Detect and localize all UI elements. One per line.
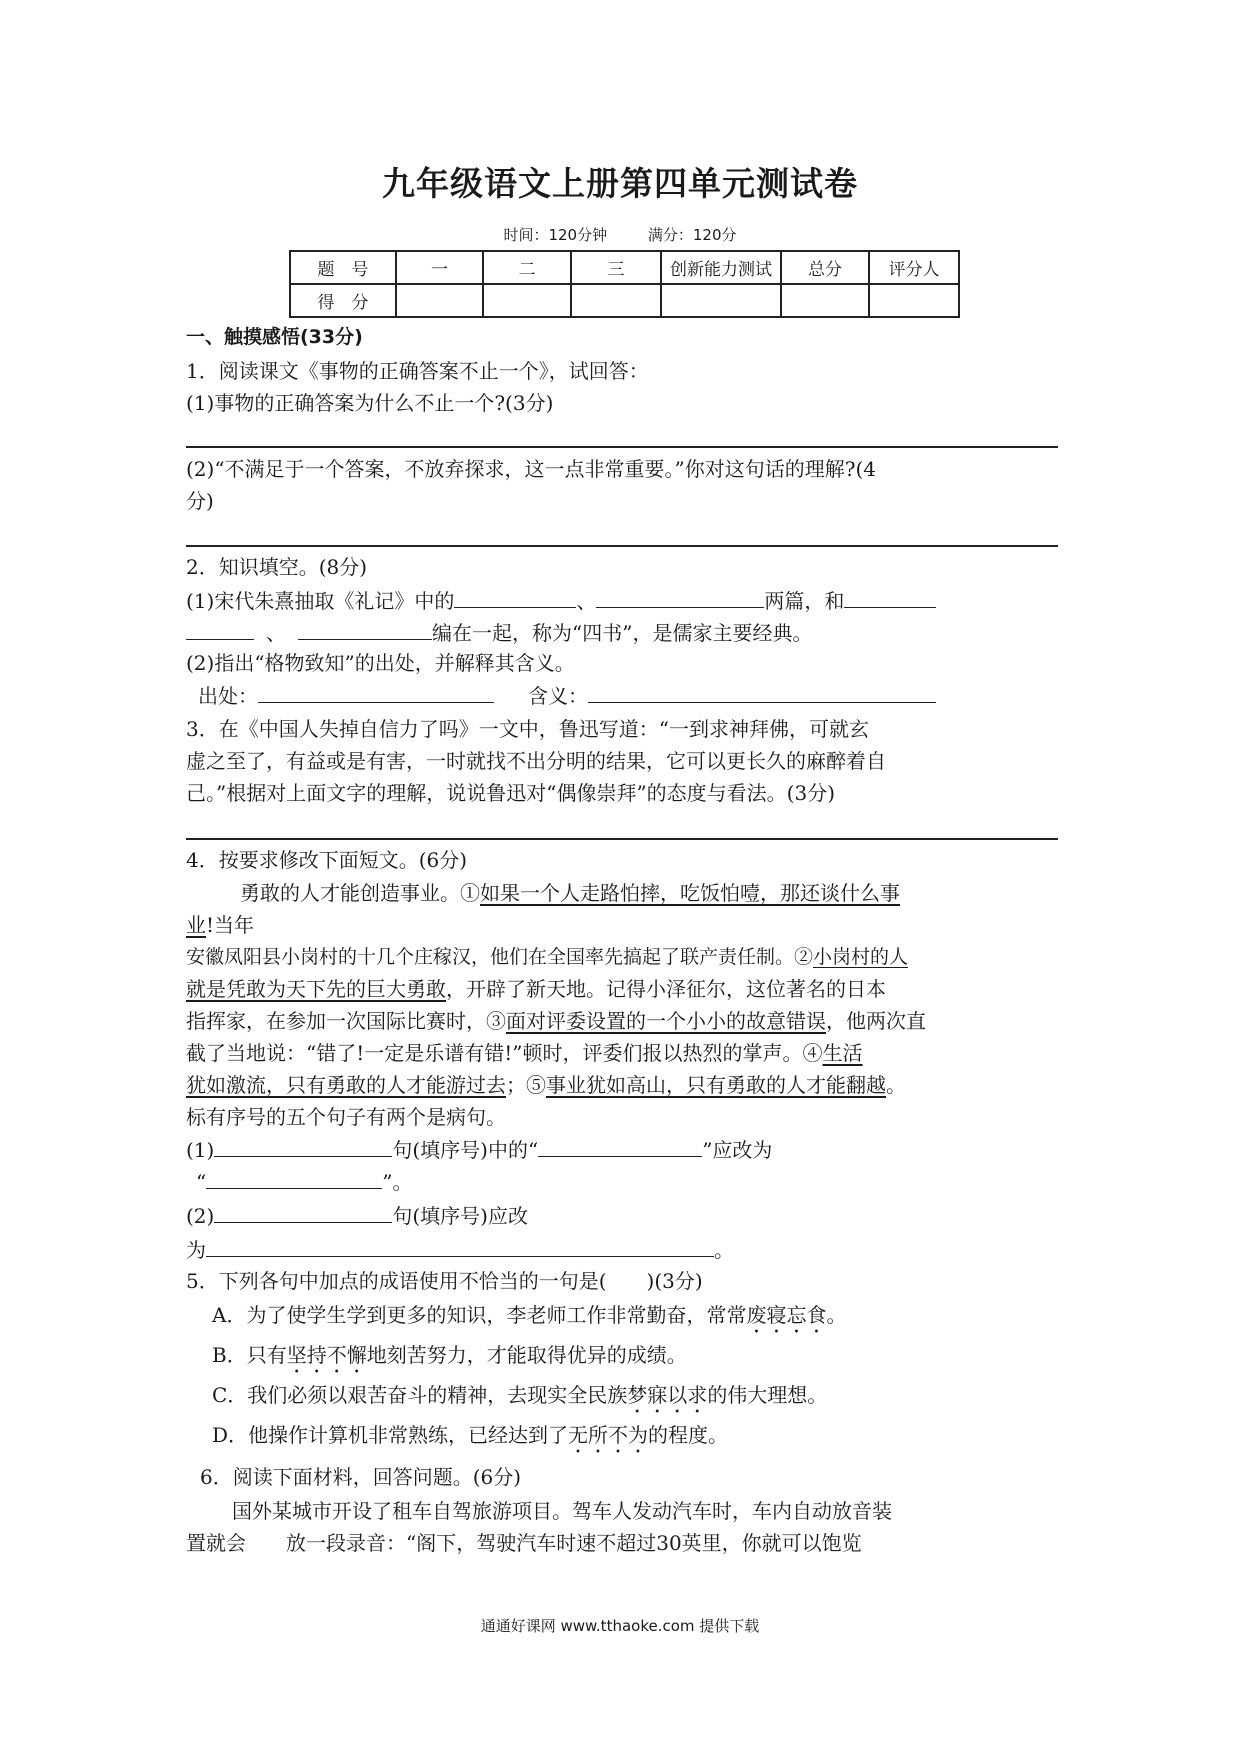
text: 、	[576, 589, 597, 613]
question-4-stem: 4．按要求修改下面短文。(6分)	[186, 848, 468, 872]
score-table-cell: 创新能力测试	[661, 251, 781, 284]
question-2-line4	[198, 680, 936, 711]
question-2-stem: 2．知识填空。(8分)	[186, 555, 368, 579]
fill-blank[interactable]	[214, 1200, 392, 1223]
text: (1)宋代朱熹抽取《礼记》中的	[186, 589, 455, 613]
text: ；⑤	[506, 1073, 546, 1097]
dotted-idiom: 坚持不懈	[286, 1343, 367, 1367]
text: 的程度。	[648, 1423, 729, 1447]
passage-line	[186, 974, 886, 1004]
underlined-sentence: 生活	[822, 1041, 863, 1065]
fill-blank[interactable]	[844, 585, 936, 608]
text: 勇敢的人才能创造事业。①	[240, 881, 480, 905]
text: 两篇，和	[764, 589, 845, 613]
text: D．他操作计算机非常熟练，已经达到了	[212, 1423, 569, 1447]
underlined-sentence: 就是凭敢为天下先的巨大勇敢	[186, 977, 446, 1001]
fill-blank[interactable]	[214, 1134, 392, 1157]
text: ”应改为	[702, 1138, 773, 1162]
question-3-line2: 虚之至了，有益或是有害，一时就找不出分明的结果，它可以更长久的麻醉着自	[186, 749, 886, 773]
answer-line-1	[186, 1134, 772, 1165]
underlined-sentence: 小岗村的人	[813, 946, 909, 968]
text: 指挥家，在参加一次国际比赛时，③	[186, 1009, 506, 1033]
dotted-idiom: 梦寐以求	[627, 1383, 708, 1407]
score-input-cell[interactable]	[396, 284, 483, 317]
score-table-cell: 得 分	[290, 284, 396, 317]
text: 句(填序号)应改	[392, 1204, 528, 1228]
question-6-line2: 置就会 放一段录音：“阁下，驾驶汽车时速不超过30英里，你就可以饱览	[186, 1531, 862, 1555]
fill-blank[interactable]	[206, 1234, 714, 1257]
dotted-idiom: 无所不为	[568, 1423, 649, 1447]
score-input-cell[interactable]	[483, 284, 571, 317]
text: ，开辟了新天地。记得小泽征尔，这位著名的日本	[446, 977, 886, 1001]
question-2-line2	[186, 617, 812, 648]
text: 截了当地说：“错了!一定是乐谱有错!”顿时，评委们报以热烈的掌声。④	[186, 1041, 823, 1065]
fill-blank[interactable]	[298, 617, 432, 640]
question-6-stem: 6．阅读下面材料，回答问题。(6分)	[200, 1465, 522, 1489]
score-table	[289, 250, 960, 318]
time-label: 时间：120分钟	[503, 226, 608, 244]
question-1-sub1: (1)事物的正确答案为什么不止一个?(3分)	[186, 391, 554, 415]
answer-line-2-cont	[186, 1234, 734, 1265]
question-3-line3: 己。”根据对上面文字的理解，说说鲁迅对“偶像崇拜”的态度与看法。(3分)	[186, 781, 836, 805]
text: 的伟大理想。	[707, 1383, 828, 1407]
text: 地刻苦努力，才能取得优异的成绩。	[366, 1343, 687, 1367]
text: 。	[826, 1303, 847, 1327]
question-5-stem: 5．下列各句中加点的成语使用不恰当的一句是( )(3分)	[186, 1269, 703, 1293]
score-label: 满分：120分	[647, 226, 737, 244]
question-3-line1: 3．在《中国人失掉自信力了吗》一文中，鲁迅写道：“一到求神拜佛，可就玄	[186, 717, 869, 741]
question-2-line1	[186, 585, 936, 616]
text: 。	[886, 1073, 906, 1097]
option-d[interactable]	[212, 1420, 728, 1458]
score-table-cell: 评分人	[869, 251, 959, 284]
fill-blank[interactable]	[186, 617, 254, 640]
answer-line[interactable]	[186, 838, 1058, 840]
exam-meta	[0, 224, 1240, 245]
score-input-cell[interactable]	[781, 284, 869, 317]
text: 为	[186, 1238, 206, 1262]
fill-blank[interactable]	[596, 585, 764, 608]
text: !当年	[206, 913, 255, 937]
fill-blank[interactable]	[454, 585, 576, 608]
footer-credit: 通通好课网 www.tthaoke.com 提供下载	[480, 1617, 760, 1635]
text: C．我们必须以艰苦奋斗的精神，去现实全民族	[212, 1383, 628, 1407]
option-c[interactable]	[212, 1380, 827, 1418]
option-a[interactable]	[212, 1300, 846, 1338]
text: 出处：	[198, 684, 258, 708]
text: (2)	[186, 1204, 215, 1228]
text: B．只有	[212, 1343, 287, 1367]
text: “	[196, 1170, 207, 1194]
fill-blank[interactable]	[538, 1134, 702, 1157]
passage-line	[240, 878, 900, 908]
passage-line	[186, 910, 254, 940]
score-input-cell[interactable]	[571, 284, 661, 317]
text: 句(填序号)中的“	[392, 1138, 539, 1162]
text: 。	[714, 1238, 734, 1262]
section-heading: 一、触摸感悟(33分)	[186, 326, 363, 348]
answer-line[interactable]	[186, 446, 1058, 448]
option-b[interactable]	[212, 1340, 687, 1378]
text: (1)	[186, 1138, 215, 1162]
score-table-cell: 题 号	[290, 251, 396, 284]
answer-line-2	[186, 1200, 528, 1231]
score-table-cell: 总分	[781, 251, 869, 284]
question-1-sub2-cont: 分)	[186, 489, 214, 513]
score-table-cell: 二	[483, 251, 571, 284]
passage-line	[186, 1070, 906, 1100]
text: ，他两次直	[826, 1009, 926, 1033]
text: 安徽凤阳县小岗村的十几个庄稼汉，他们在全国率先搞起了联产责任制。②	[186, 946, 814, 968]
answer-line[interactable]	[186, 545, 1058, 547]
score-input-cell[interactable]	[661, 284, 781, 317]
answer-line-1-cont	[196, 1166, 412, 1197]
score-input-cell[interactable]	[869, 284, 959, 317]
passage-line: 标有序号的五个句子有两个是病句。	[186, 1105, 506, 1129]
underlined-sentence: 如果一个人走路怕摔，吃饭怕噎，那还谈什么事	[480, 881, 900, 905]
text: ”。	[382, 1170, 413, 1194]
fill-blank[interactable]	[588, 680, 936, 703]
question-2-line3: (2)指出“格物致知”的出处，并解释其含义。	[186, 651, 575, 675]
underlined-sentence: 面对评委设置的一个小小的故意错误	[506, 1009, 826, 1033]
score-table-score-row	[290, 284, 959, 317]
score-table-cell: 三	[571, 251, 661, 284]
text: A．为了使学生学到更多的知识，李老师工作非常勤奋，常常	[212, 1303, 747, 1327]
question-1-stem: 1．阅读课文《事物的正确答案不止一个》，试回答：	[186, 359, 649, 383]
question-1-sub2: (2)“不满足于一个答案，不放弃探求，这一点非常重要。”你对这句话的理解?(4	[186, 457, 877, 481]
passage-line	[186, 1038, 863, 1068]
page-title: 九年级语文上册第四单元测试卷	[382, 164, 858, 203]
text: 含义：	[528, 684, 588, 708]
underlined-sentence: 业	[186, 913, 206, 937]
fill-blank[interactable]	[206, 1166, 382, 1189]
score-table-cell: 一	[396, 251, 483, 284]
text: 、	[266, 621, 286, 645]
fill-blank[interactable]	[258, 680, 494, 703]
score-table-header-row	[290, 251, 959, 284]
dotted-idiom: 废寝忘食	[746, 1303, 827, 1327]
question-6-line1: 国外某城市开设了租车自驾旅游项目。驾车人发动汽车时，车内自动放音装	[232, 1499, 892, 1523]
text: 编在一起，称为“四书”，是儒家主要经典。	[432, 621, 813, 645]
underlined-sentence: 事业犹如高山，只有勇敢的人才能翻越	[546, 1073, 886, 1097]
underlined-sentence: 犹如激流，只有勇敢的人才能游过去	[186, 1073, 506, 1097]
passage-line	[186, 942, 908, 972]
passage-line	[186, 1006, 926, 1036]
